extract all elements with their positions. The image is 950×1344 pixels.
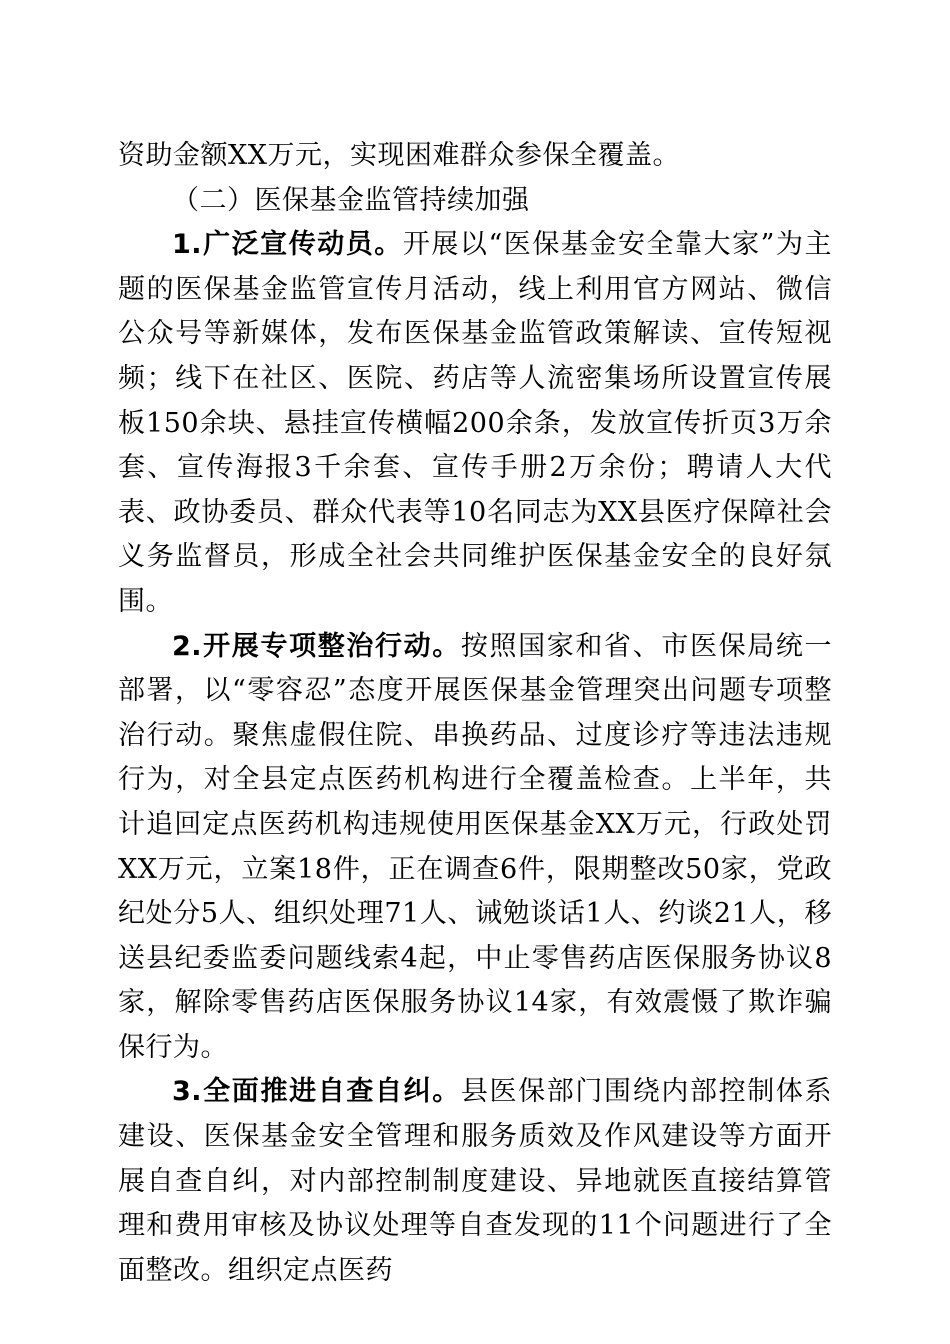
paragraph-lead: 1.广泛宣传动员。 (172, 229, 403, 261)
paragraph-publicity (118, 223, 832, 624)
paragraph-special-rectification (118, 625, 832, 1071)
paragraph-body: 县医保部门围绕内部控制体系建设、医保基金安全管理和服务质效及作风建设等方面开展自查自纠，对内部控制制度建设、异地就医直接结算管理和费用审核及协议处理等自查发现的11个问题进行了全面整改。组织定点医药 (118, 1076, 833, 1286)
paragraph-body: 开展以“医保基金安全靠大家”为主题的医保基金监管宣传月活动，线上利用官方网站、微信公众号等新媒体，发布医保基金监管政策解读、宣传短视频；线下在社区、医院、药店等人流密集场所设置宣传展板150余块、悬挂宣传横幅200余条，发放宣传折页3万余套、宣传海报3千余套、宣传手册2万余份；聘请人大代表、政协委员、群众代表等10名同志为XX县医疗保障社会义务监督员，形成全社会共同维护医保基金安全的良好氛围。 (118, 229, 832, 617)
paragraph-lead: 2.开展专项整治行动。 (172, 630, 461, 662)
document-page (118, 134, 832, 1293)
continuation-paragraph: 资助金额XX万元，实现困难群众参保全覆盖。 (118, 140, 680, 171)
section-heading: （二）医保基金监管持续加强 (172, 184, 530, 216)
paragraph-lead: 3.全面推进自查自纠。 (172, 1076, 461, 1108)
paragraph-body: 按照国家和省、市医保局统一部署，以“零容忍”态度开展医保基金管理突出问题专项整治行动。聚焦虚假住院、串换药品、过度诊疗等违法违规行为，对全县定点医药机构进行全覆盖检查。上半年，共计追回定点医药机构违规使用医保基金XX万元，行政处罚XX万元，立案18件，正在调查6件，限期整改50家，党政纪处分5人、组织处理71人、诫勉谈话1人、约谈21人，移送县纪委监委问题线索4起，中止零售药店医保服务协议8家，解除零售药店医保服务协议14家，有效震慑了欺诈骗保行为。 (118, 630, 833, 1063)
paragraph-self-inspection (118, 1070, 832, 1293)
